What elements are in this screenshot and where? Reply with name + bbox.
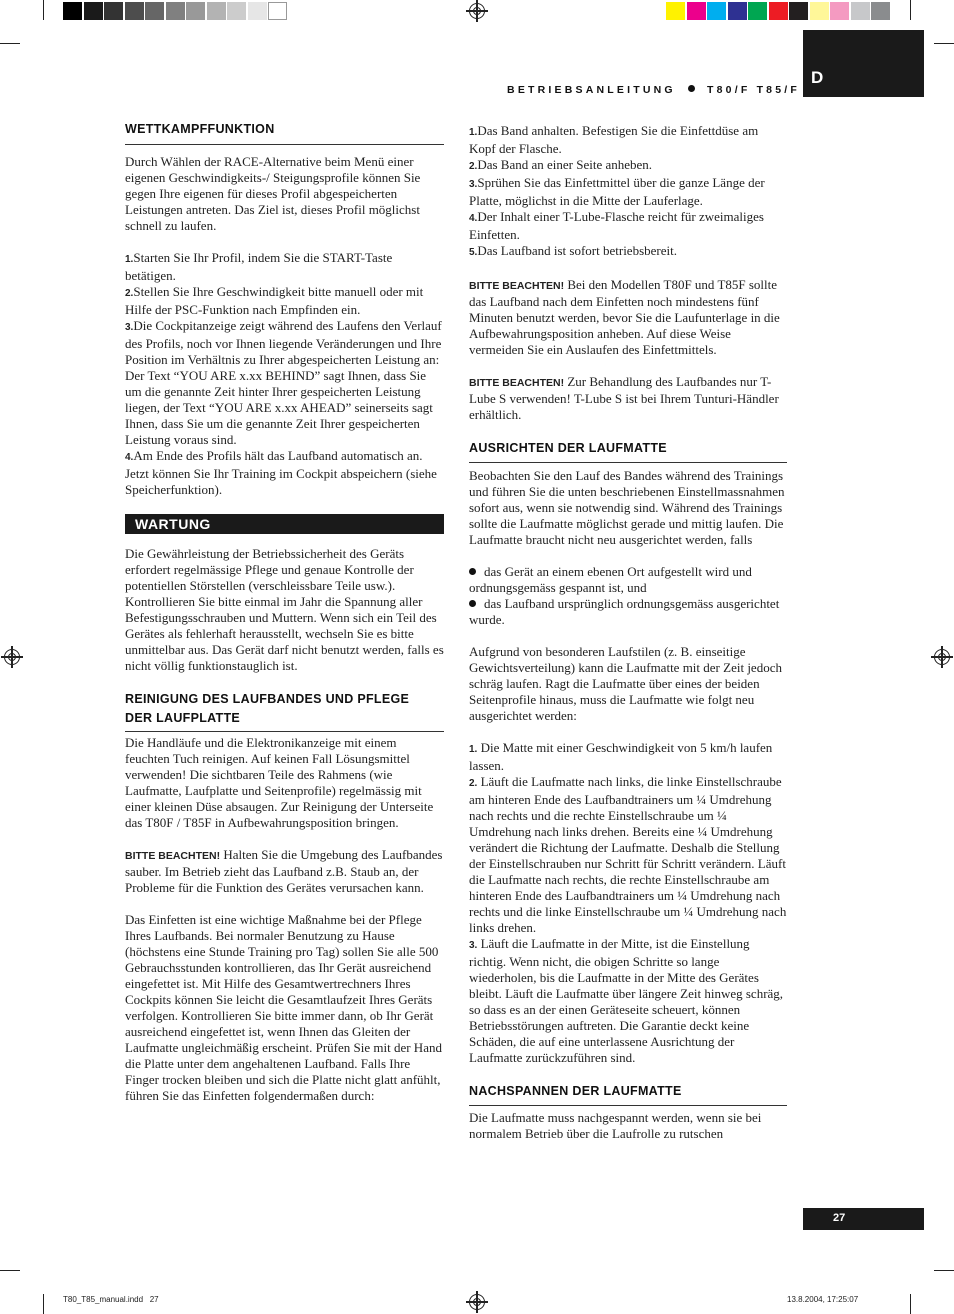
color-swatch — [748, 2, 767, 20]
reinigung-note — [125, 847, 444, 896]
registration-mark-left — [4, 649, 20, 665]
section-heading-wettkampf: WETTKAMPFFUNKTION — [125, 122, 275, 136]
einfetten-step — [469, 209, 787, 243]
section-heading-reinigung — [125, 690, 444, 728]
step-text: Starten Sie Ihr Profil, indem Sie die START-Taste betätigen. — [125, 250, 393, 283]
wartung-text: Die Gewährleistung der Betriebssicherheit des Geräts erfordert regelmässige Pflege und genaue Kontrolle der potentiellen Störstellen (verschleissbare Teile usw.). Kontrollieren Sie bitte einmal im Jahr die Spannung aller Befestigungsschrauben und Muttern. Wenn sich ein Teil des Gerätes als fehlerhaft herausstellt, wechseln Sie es bitte unmittelbar aus. Das Gerät darf nicht benutzt werden, falls es nicht völlig funktionstauglich ist. — [125, 546, 444, 673]
reinigung-heading-line2: DER LAUFPLATTE — [125, 711, 241, 725]
section-heading-wartung: WARTUNG — [135, 516, 211, 532]
step-number: 4. — [469, 213, 478, 224]
wettkampf-step — [125, 284, 444, 318]
step-number: 2. — [125, 288, 134, 299]
left-column — [125, 120, 444, 1104]
wettkampf-intro: Durch Wählen der RACE-Alternative beim Menü einer eigenen Geschwindigkeits-/ Steigungsprofile können Sie gegen Ihre eigenen für dieses Profil abgespeicherten Leistungen antreten. Das Ziel ist, dieses Profil möglichst schnell zu laufen. — [125, 154, 421, 233]
wettkampf-step — [125, 318, 444, 448]
gray-swatch — [125, 2, 144, 20]
step-text: Läuft die Laufmatte nach links, die linke Einstellschraube am hinteren Ende des Laufbandtrainers um ¼ Umdrehung nach rechts und die rechte Einstellschraube um ¼ Umdrehung nach links drehen. Bereits eine ¼ Umdrehung verändert die Richtung der Laufmatte. Deshalb die Stellung der Einstellschrauben nur Schritt für Schritt verändern. Läuft die Laufmatte nach rechts, die rechte Einstellschraube am hinteren Ende des Laufbandtrainers um ¼ Umdrehung nach rechts und die linke Einstellschraube um ¼ Umdrehung nach links drehen. — [469, 774, 787, 935]
step-text: Die Matte mit einer Geschwindigkeit von 5 km/h laufen lassen. — [469, 740, 773, 773]
registration-mark-top — [469, 3, 485, 19]
step-text: Die Cockpitanzeige zeigt während des Laufens den Verlauf des Profils, noch vor Ihnen liegende Veränderungen und Ihre Position im Verhältnis zu Ihrer abgespeicherten Leistung an: Der Text “YOU ARE x.xx BEHIND” sagt Ihnen, dass Sie um die genannte Zeit hinter Ihrer gespeicherten Leistung liegen, der Text “YOU ARE x.xx AHEAD” seinerseits sagt Ihnen, dass Sie um die genannte Zeit Ihrer gespeicherten Leistung voraus sind. — [125, 318, 442, 447]
note-t-lube — [469, 374, 787, 423]
running-title: BETRIEBSANLEITUNG — [507, 84, 676, 96]
heading-rule — [125, 144, 444, 145]
step-number: 1. — [125, 254, 134, 265]
color-swatch — [789, 2, 808, 20]
nachspannen-text: Die Laufmatte muss nachgespannt werden, wenn sie bei normalem Betrieb über die Laufrolle zu rutschen — [469, 1110, 762, 1141]
color-swatch — [666, 2, 685, 20]
ausrichten-step — [469, 774, 787, 936]
color-swatch — [769, 2, 788, 20]
step-text: Am Ende des Profils hält das Laufband automatisch an. Jetzt können Sie Ihr Training im Cockpit abspeichern (siehe Speicherfunktion). — [125, 448, 437, 497]
wartung-heading-bar — [125, 514, 444, 534]
running-header — [470, 84, 800, 96]
ausrichten-bullets — [469, 564, 787, 628]
gray-swatch — [186, 2, 205, 20]
einfetten-step — [469, 243, 787, 261]
crop-mark-bottom-left-v — [43, 1294, 44, 1314]
note-label: BITTE BEACHTEN! — [125, 850, 221, 862]
crop-mark-top-right-h — [934, 43, 954, 44]
note-text: Halten Sie die Umgebung des Laufbandes sauber. Im Betrieb zieht das Laufband z.B. Staub an, der Probleme für die Funktion des Gerätes verursachen kann. — [125, 847, 443, 895]
registration-mark-bottom — [469, 1294, 485, 1310]
bullet-icon — [688, 85, 695, 92]
step-text: Das Laufband ist sofort betriebsbereit. — [477, 243, 677, 258]
einfetten-text: Das Einfetten ist eine wichtige Maßnahme bei der Pflege Ihres Laufbands. Bei normaler Benutzung zu Hause (höchstens eine Stunde Training pro Tag) sollen Sie alle 500 Gebrauchsstunden kontrollieren, das Ihr Gerät ausreichend eingefettet ist. Mit Hilfe des Gesamtwertrechners Ihres Cockpits können Sie leicht die Gesamtlaufzeit Ihres Geräts verfolgen. Kontrollieren Sie bitte immer dann, ob Ihr Gerät ausreichend eingefettet ist, wenn Ihnen das Gleiten der Laufmatte ungleichmäßig erscheint. Prüfen Sie mit der Hand die Platte unter dem angehaltenen Laufband. Falls Ihre Finger trocken bleiben und sich die Platte nicht glatt anfühlt, führen Sie das Einfetten folgendermaßen durch: — [125, 912, 442, 1103]
ausrichten-text2: Aufgrund von besonderen Laufstilen (z. B. einseitige Gewichtsverteilung) kann die Laufmatte mit der Zeit jedoch schräg laufen. Ragt die Laufmatte über eines der beiden Seitenprofile hinaus, muss die Laufmatte wie folgt neu ausgerichtet werden: — [469, 644, 782, 723]
crop-mark-top-left-v — [43, 0, 44, 20]
crop-mark-bottom-right-h — [934, 1270, 954, 1271]
registration-mark-right — [934, 649, 950, 665]
model-names: T80/F T85/F — [707, 84, 800, 96]
gray-swatch — [268, 2, 287, 20]
bullet-text: das Gerät an einem ebenen Ort aufgestellt wird und ordnungsgemäss gespannt ist, und — [469, 564, 752, 595]
ausrichten-step — [469, 936, 787, 1066]
gray-swatch — [227, 2, 246, 20]
gray-calibration-bar — [63, 0, 289, 22]
color-swatch — [728, 2, 747, 20]
crop-mark-top-right-v — [910, 0, 911, 20]
heading-rule — [469, 1105, 787, 1106]
gray-swatch — [166, 2, 185, 20]
wettkampf-step — [125, 250, 444, 284]
ausrichten-steps — [469, 740, 787, 1066]
gray-swatch — [207, 2, 226, 20]
reinigung-heading-line1: REINIGUNG DES LAUFBANDES UND PFLEGE — [125, 692, 410, 706]
einfetten-step — [469, 123, 787, 157]
ausrichten-text: Beobachten Sie den Lauf des Bandes während des Trainings und führen Sie die unten beschriebenen Einstellmassnahmen sofort aus, wenn sie notwendig sind. Während des Trainings sollte die Laufmatte möglichst gerade und mittig laufen. Die Laufmatte braucht nicht neu ausgerichtet werden, falls — [469, 468, 785, 547]
step-text: Das Band an einer Seite anheben. — [477, 157, 653, 172]
step-number: 2. — [469, 161, 478, 172]
gray-swatch — [248, 2, 267, 20]
note-text: Bei den Modellen T80F und T85F sollte das Laufband nach dem Einfetten noch mindestens fünf Minuten benutzt werden, bevor Sie die Laufunterlage in die Aufbewahrungsposition anheben. Auf diese Weise vermeiden Sie ein Auslaufen des Einfettmittels. — [469, 277, 780, 357]
color-swatch — [851, 2, 870, 20]
ausrichten-step — [469, 740, 787, 774]
gray-swatch — [84, 2, 103, 20]
step-text: Sprühen Sie das Einfettmittel über die ganze Länge der Platte, möglichst in die Mitte der Lauferlage. — [469, 175, 765, 208]
section-heading-nachspannen: NACHSPANNEN DER LAUFMATTE — [469, 1084, 682, 1098]
step-number: 1. — [469, 127, 478, 138]
wettkampf-steps — [125, 250, 444, 498]
page-number-tab — [803, 1208, 924, 1230]
step-text: Das Band anhalten. Befestigen Sie die Einfettdüse am Kopf der Flasche. — [469, 123, 759, 156]
step-text: Der Inhalt einer T-Lube-Flasche reicht für zweimaliges Einfetten. — [469, 209, 764, 242]
step-text: Stellen Sie Ihre Geschwindigkeit bitte manuell oder mit Hilfe der PSC-Funktion nach Empfinden ein. — [125, 284, 424, 317]
print-timestamp: 13.8.2004, 17:25:07 — [787, 1295, 859, 1304]
crop-mark-top-left-h — [0, 43, 20, 44]
color-swatch — [810, 2, 829, 20]
section-heading-ausrichten: AUSRICHTEN DER LAUFMATTE — [469, 441, 667, 455]
einfetten-steps — [469, 123, 787, 261]
step-number: 3. — [469, 179, 478, 190]
step-number: 3. — [125, 322, 134, 333]
note-text: Zur Behandlung des Laufbandes nur T-Lube S verwenden! T-Lube S ist bei Ihrem Tunturi-Händler erhältlich. — [469, 374, 779, 422]
crop-mark-bottom-right-v — [910, 1294, 911, 1314]
gray-swatch — [104, 2, 123, 20]
heading-rule — [469, 462, 787, 463]
note-t80f-t85f — [469, 277, 787, 358]
step-number: 5. — [469, 247, 478, 258]
note-label: BITTE BEACHTEN! — [469, 280, 565, 292]
bullet-item — [469, 564, 787, 596]
einfetten-step — [469, 175, 787, 209]
wettkampf-step — [125, 448, 444, 498]
heading-rule — [125, 731, 444, 732]
color-swatch — [687, 2, 706, 20]
file-info: T80_T85_manual.indd 27 — [63, 1295, 159, 1304]
right-column — [469, 123, 787, 1142]
color-swatch — [707, 2, 726, 20]
einfetten-step — [469, 157, 787, 175]
reinigung-text: Die Handläufe und die Elektronikanzeige mit einem feuchten Tuch reinigen. Auf keinen Fall Lösungsmittel verwenden! Die sichtbaren Teile des Rahmens (wie Laufmatte, Laufplatte und Seitenprofile) regelmässig mit einer kleinen Düse absaugen. Zur Reinigung der Unterseite das T80F / T85F in Aufbewahrungsposition bringen. — [125, 735, 434, 830]
bullet-text: das Laufband ursprünglich ordnungsgemäss ausgerichtet wurde. — [469, 596, 780, 627]
step-number: 2. — [469, 778, 478, 789]
color-swatch — [871, 2, 890, 20]
color-swatch — [830, 2, 849, 20]
bullet-icon — [469, 600, 476, 607]
page-number: 27 — [833, 1212, 846, 1224]
language-tab-label: D — [811, 68, 824, 87]
crop-mark-bottom-left-h — [0, 1270, 20, 1271]
step-text: Läuft die Laufmatte in der Mitte, ist die Einstellung richtig. Wenn nicht, die obigen Schritte so lange wiederholen, bis die Laufmatte in der Mitte des Gerätes bleibt. Läuft die Laufmatte über längere Zeit hinweg schräg, so dass es an der einen Geräteseite scheuert, können Betriebsstörungen auftreten. Die Garantie deckt keine Schäden, die auf eine unterlassene Ausrichtung der Laufmatte zurückzuführen sind. — [469, 936, 784, 1065]
language-tab — [803, 30, 924, 97]
gray-swatch — [63, 2, 82, 20]
bullet-item — [469, 596, 787, 628]
gray-swatch — [145, 2, 164, 20]
bullet-icon — [469, 568, 476, 575]
color-calibration-bar — [666, 0, 892, 22]
step-number: 3. — [469, 940, 478, 951]
step-number: 1. — [469, 744, 478, 755]
note-label: BITTE BEACHTEN! — [469, 377, 565, 389]
step-number: 4. — [125, 452, 134, 463]
